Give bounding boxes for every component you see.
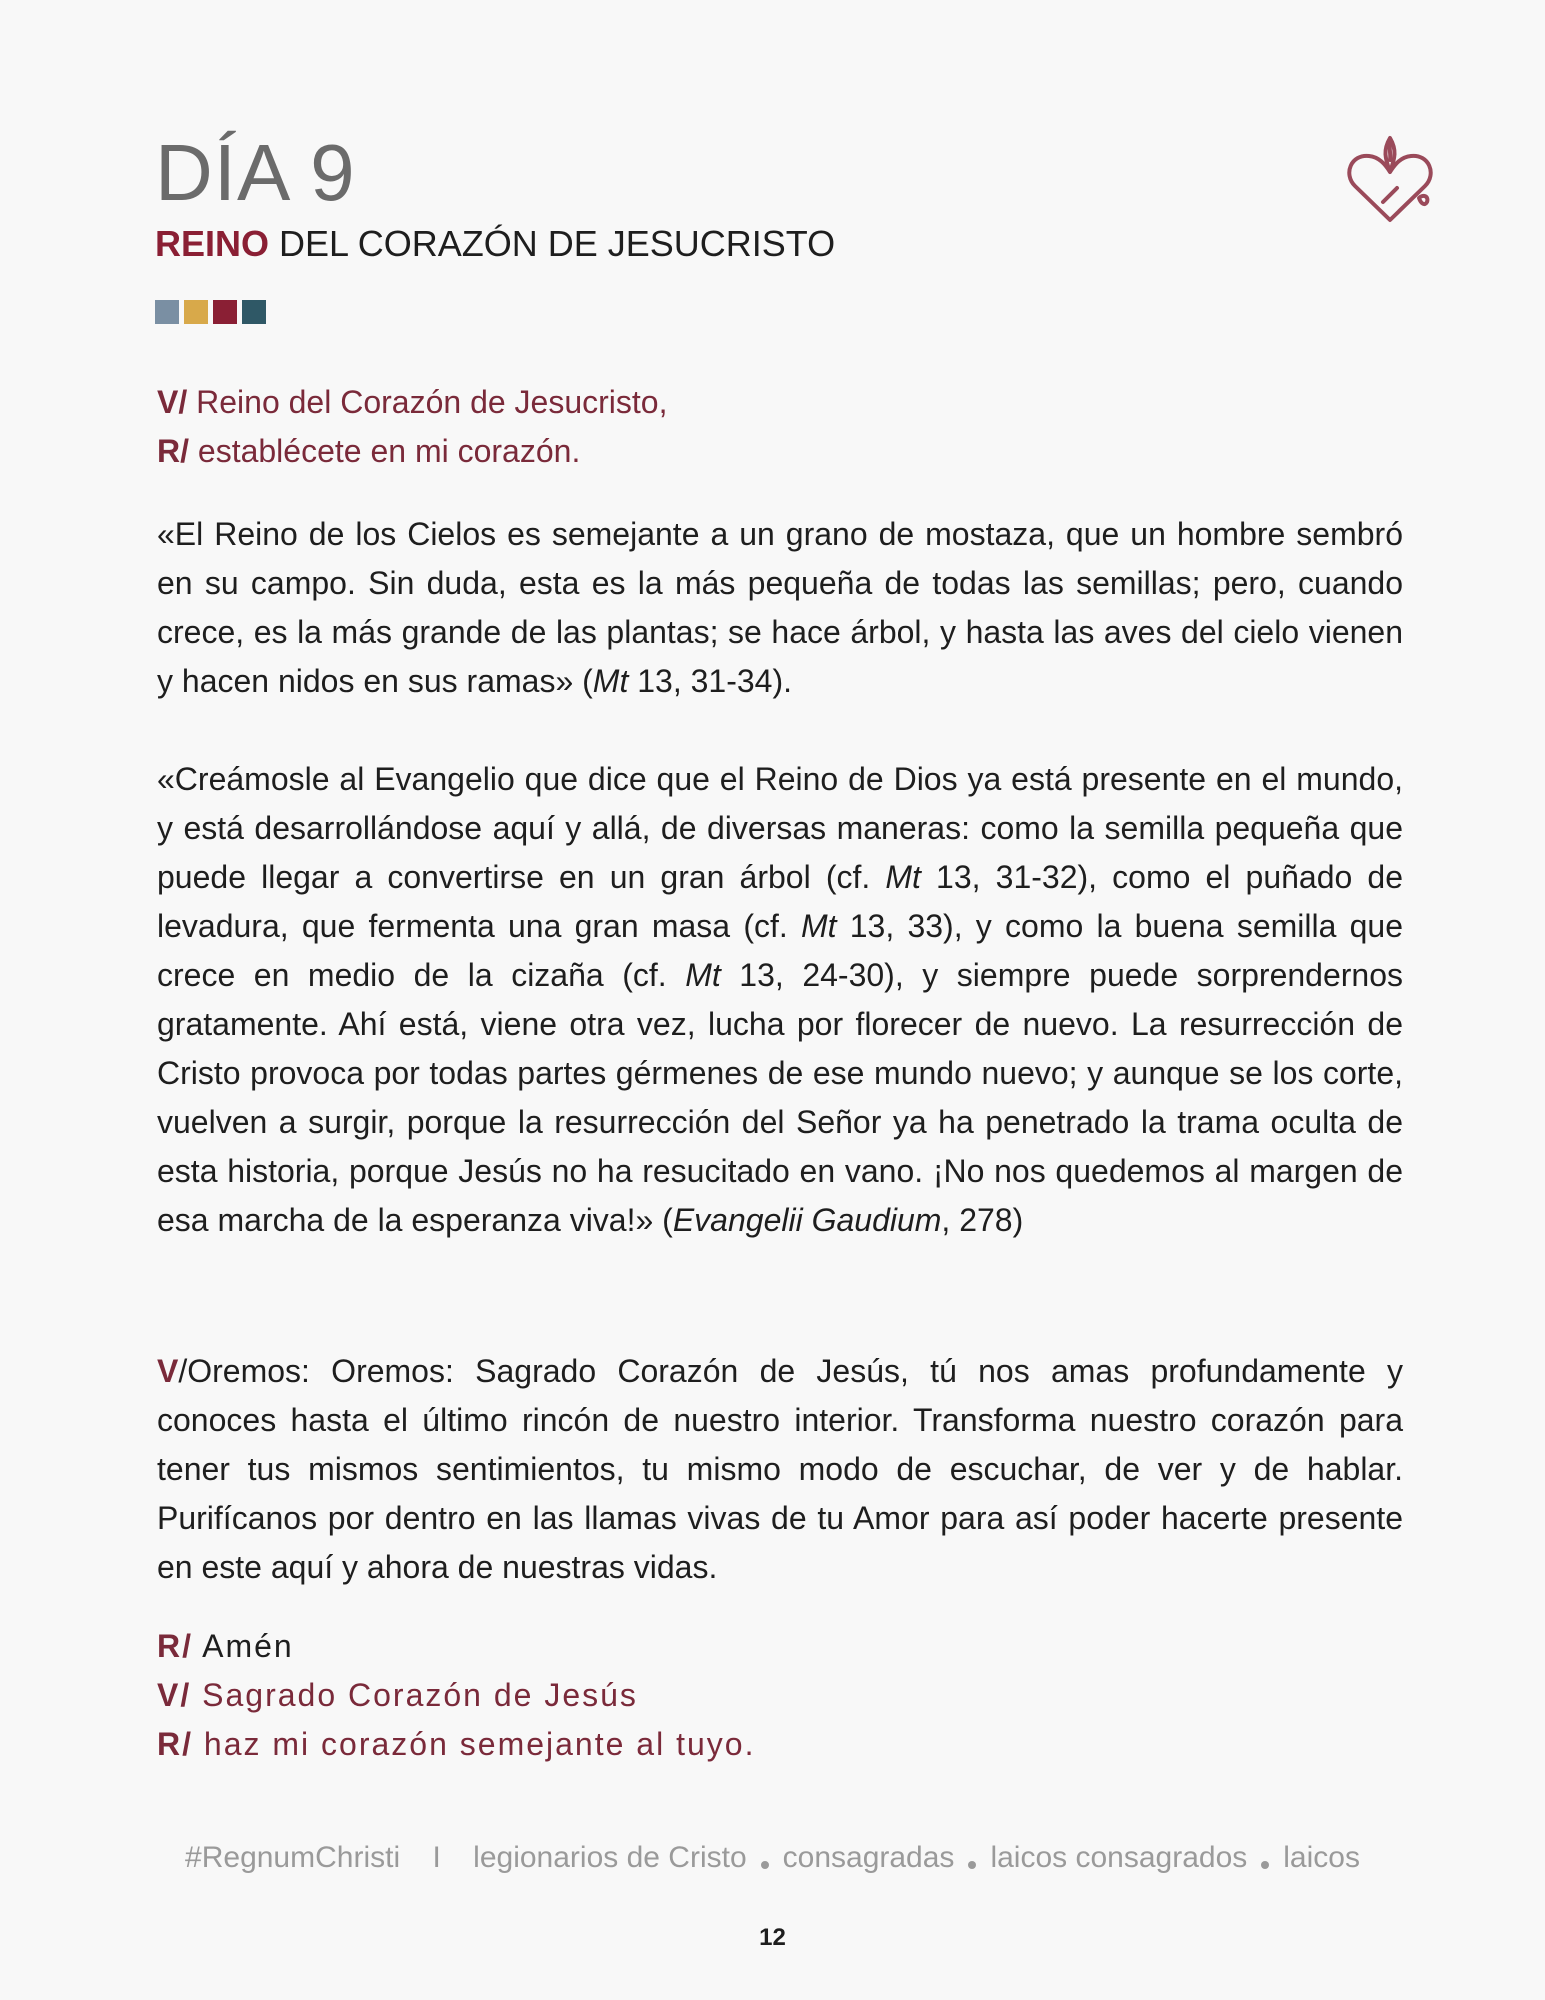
quote1-ref-italic: Mt bbox=[592, 663, 629, 699]
bullet-dot bbox=[968, 1861, 976, 1869]
swatch-blue-gray bbox=[155, 300, 179, 324]
quote2-p4: 13, 24-30), y siempre puede sorprendernos gratamente. Ahí está, viene otra vez, lucha por florecer de nuevo. La resurrección de Cristo provoca por todas partes gérmenes de ese mundo nuevo; y aunque se los corte, vuelven a surgir, porque la resurrección del Señor ya ha penetrado la trama oculta de esta historia, porque Jesús no ha resucitado en vano. ¡No nos quedemos al margen de esa marcha de la esperanza viva!» ( bbox=[157, 957, 1404, 1238]
v-mark: V/ bbox=[157, 384, 188, 420]
quote2-mt2: Mt bbox=[800, 908, 837, 944]
quote1-ref-rest: 13, 31-34). bbox=[628, 663, 792, 699]
footer-item: laicos consagrados bbox=[990, 1841, 1248, 1874]
subtitle-accent: REINO bbox=[155, 223, 270, 264]
page-subtitle bbox=[155, 222, 835, 266]
footer-item: legionarios de Cristo bbox=[473, 1841, 747, 1874]
closing-v-mark: V/ bbox=[157, 1677, 192, 1713]
page-title: DÍA 9 bbox=[155, 128, 356, 217]
swatch-teal bbox=[242, 300, 266, 324]
evangelii-quote bbox=[157, 755, 1403, 1245]
quote2-mt3: Mt bbox=[685, 957, 721, 993]
footer bbox=[0, 1838, 1545, 1878]
bullet-dot bbox=[1261, 1861, 1269, 1869]
quote2-p3: 13, 33), y como la buena semilla que crece en medio de la cizaña (cf. bbox=[157, 908, 1403, 993]
subtitle-rest: DEL CORAZÓN DE JESUCRISTO bbox=[279, 223, 836, 264]
quote2-p1: «Creámosle al Evangelio que dice que el Reino de Dios ya está presente en el mundo, y está desarrollándose aquí y allá, de diversas maneras: como la semilla pequeña que puede llegar a convertirse en un gran árbol (cf. bbox=[157, 761, 1403, 895]
closing-responses bbox=[157, 1622, 1403, 1769]
swatch-burgundy bbox=[213, 300, 237, 324]
closing-r1-text: Amén bbox=[202, 1628, 294, 1664]
footer-separator: I bbox=[432, 1841, 441, 1874]
closing-r2-mark: R/ bbox=[157, 1726, 193, 1762]
footer-item: laicos bbox=[1283, 1841, 1360, 1874]
page-number: 12 bbox=[759, 1924, 786, 1951]
bullet-dot bbox=[761, 1861, 769, 1869]
quote2-source-rest: , 278) bbox=[941, 1202, 1024, 1238]
prayer bbox=[157, 1347, 1403, 1592]
swatch-gold bbox=[184, 300, 208, 324]
prayer-v-mark: V bbox=[157, 1353, 179, 1389]
r-mark: R/ bbox=[157, 433, 189, 469]
closing-v-text: Sagrado Corazón de Jesús bbox=[202, 1677, 638, 1713]
closing-r2-text: haz mi corazón semejante al tuyo. bbox=[203, 1726, 756, 1762]
color-swatches bbox=[155, 300, 266, 324]
opening-versicle bbox=[157, 378, 1403, 476]
quote2-source-italic: Evangelii Gaudium bbox=[672, 1202, 942, 1238]
closing-r1-mark: R/ bbox=[157, 1628, 193, 1664]
quote2-p2: 13, 31-32), como el puñado de levadura, que fermenta una gran masa (cf. bbox=[157, 859, 1404, 944]
quote2-mt1: Mt bbox=[885, 859, 921, 895]
footer-hashtag: #RegnumChristi bbox=[185, 1841, 401, 1874]
gospel-quote bbox=[157, 510, 1403, 706]
sacred-heart-flame-icon bbox=[1345, 128, 1435, 228]
opening-r-text: establécete en mi corazón. bbox=[197, 433, 581, 469]
footer-item: consagradas bbox=[782, 1841, 955, 1874]
prayer-text: /Oremos: Oremos: Sagrado Corazón de Jesús, tú nos amas profundamente y conoces hasta el último rincón de nuestro interior. Transforma nuestro corazón para tener tus mismos sentimientos, tu mismo modo de escuchar, de ver y de hablar. Purifícanos por dentro en las llamas vivas de tu Amor para así poder hacerte presente en este aquí y ahora de nuestras vidas. bbox=[157, 1353, 1403, 1585]
opening-v-text: Reino del Corazón de Jesucristo, bbox=[196, 384, 668, 420]
quote1-text: «El Reino de los Cielos es semejante a un grano de mostaza, que un hombre sembró en su campo. Sin duda, esta es la más pequeña de todas las semillas; pero, cuando crece, es la más grande de las plantas; se hace árbol, y hasta las aves del cielo vienen y hacen nidos en sus ramas» ( bbox=[157, 516, 1403, 699]
